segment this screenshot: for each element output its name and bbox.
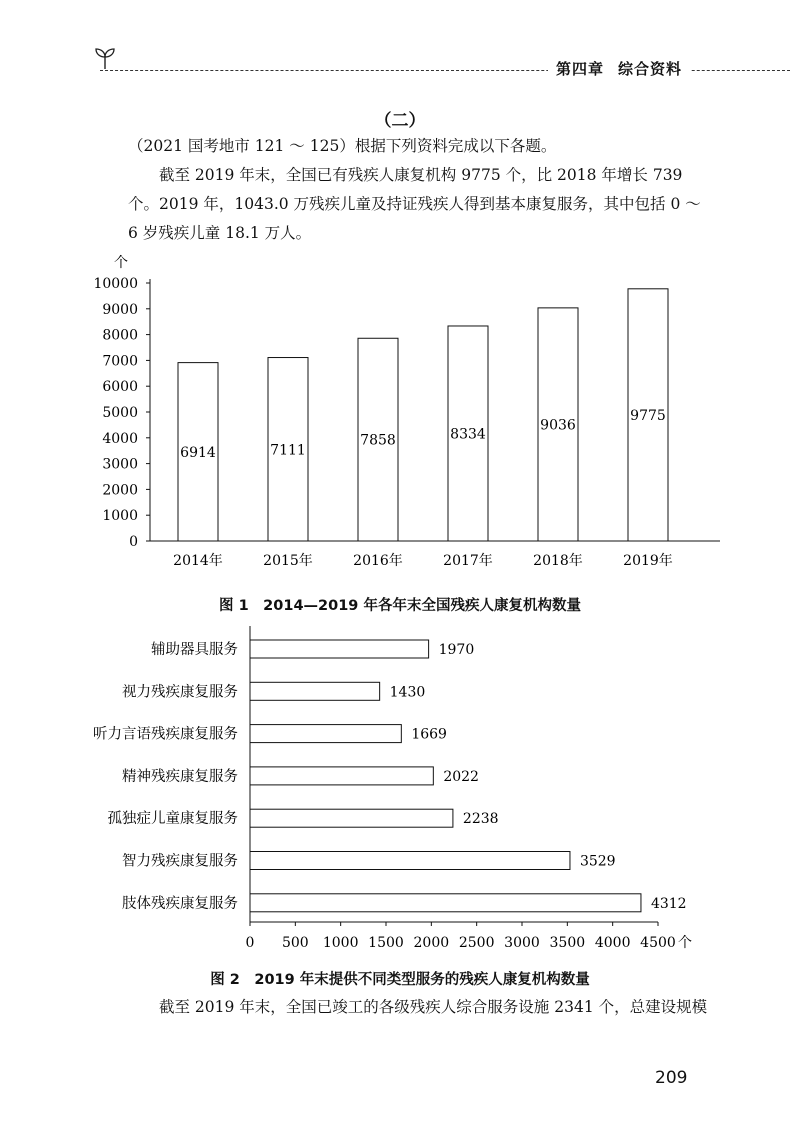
category-label: 孤独症儿童康复服务 (107, 811, 238, 828)
bar-value-label: 1430 (389, 684, 426, 701)
y-tick-label: 5000 (102, 405, 138, 421)
bar (250, 767, 433, 785)
paragraph-1: 截至 2019 年末，全国已有残疾人康复机构 9775 个，比 2018 年增长 739 个。2019 年，1043.0 万残疾儿童及持证残疾人得到基本康复服务，其中包括 0 ～ 6 岁残疾儿童 18.1 万人。 (128, 166, 701, 242)
bar-value-label: 2022 (443, 768, 479, 785)
chapter-label: 第四章 (556, 60, 605, 78)
bar (250, 894, 641, 912)
y-axis-unit: 个 (114, 255, 128, 271)
y-tick-label: 4000 (102, 430, 138, 447)
y-tick-label: 1000 (102, 508, 138, 525)
y-tick-label: 0 (129, 534, 138, 550)
sprout-icon (94, 44, 116, 70)
category-label: 精神残疾康复服务 (122, 768, 238, 785)
x-tick-label: 500 (281, 935, 309, 951)
x-tick-label: 2014年 (173, 553, 223, 569)
intro-text: （2021 国考地市 121 ～ 125）根据下列资料完成以下各题。 (128, 137, 557, 155)
y-tick-label: 6000 (102, 379, 138, 396)
bar-value-label: 3529 (579, 853, 616, 870)
y-tick-label: 9000 (102, 301, 138, 318)
bar (250, 852, 570, 870)
x-tick-label: 2015年 (263, 553, 313, 569)
chart-1 (0, 250, 800, 580)
x-tick-label: 2500 (458, 935, 495, 951)
y-tick-label: 8000 (102, 327, 138, 344)
bar-value-label: 4312 (650, 895, 687, 912)
bar-value-label: 9036 (540, 417, 576, 434)
x-tick-label: 3500 (549, 935, 586, 951)
category-label: 肢体残疾康复服务 (122, 895, 238, 912)
paragraph-2: 截至 2019 年末，全国已竣工的各级残疾人综合服务设施 2341 个，总建设规模 (159, 998, 708, 1016)
bar-value-label: 8334 (450, 426, 486, 443)
bar-value-label: 1970 (438, 642, 475, 658)
x-tick-label: 0 (245, 935, 255, 951)
x-tick-label: 2019年 (623, 553, 673, 569)
x-tick-label: 1500 (368, 935, 404, 951)
bar-value-label: 6914 (180, 444, 216, 461)
x-axis-unit: 个 (678, 935, 692, 951)
y-tick-label: 3000 (102, 456, 138, 473)
running-header (548, 58, 690, 79)
chart-2-caption: 图 2 2019 年末提供不同类型服务的残疾人康复机构数量 (210, 972, 590, 988)
x-tick-label: 4500 (640, 935, 676, 951)
x-tick-label: 2017年 (443, 553, 493, 569)
x-tick-label: 3000 (504, 935, 540, 951)
category-label: 听力言语残疾康复服务 (93, 726, 238, 743)
bar (250, 640, 429, 658)
chart-2 (0, 620, 800, 960)
x-tick-label: 2000 (413, 935, 450, 951)
bar (250, 682, 380, 700)
category-label: 智力残疾康复服务 (122, 853, 238, 870)
x-tick-label: 2016年 (353, 553, 403, 569)
y-tick-label: 10000 (93, 276, 138, 292)
x-tick-label: 2018年 (533, 553, 583, 569)
category-label: 视力残疾康复服务 (122, 684, 238, 701)
bar-value-label: 1669 (411, 726, 447, 743)
bar (250, 725, 401, 743)
section-label: 综合资料 (618, 60, 683, 78)
page-number: 209 (655, 1068, 688, 1088)
x-tick-label: 4000 (594, 935, 631, 951)
bar-value-label: 7858 (360, 432, 396, 449)
section-title: （二） (374, 111, 426, 131)
bar-value-label: 7111 (270, 442, 306, 459)
bar (250, 809, 453, 827)
chart-1-caption: 图 1 2014—2019 年各年末全国残疾人康复机构数量 (219, 598, 581, 614)
category-label: 辅助器具服务 (151, 642, 238, 658)
bar-value-label: 9775 (630, 407, 666, 424)
bar-value-label: 2238 (462, 811, 499, 828)
x-tick-label: 1000 (322, 935, 359, 951)
y-tick-label: 7000 (102, 353, 138, 370)
y-tick-label: 2000 (102, 482, 138, 499)
